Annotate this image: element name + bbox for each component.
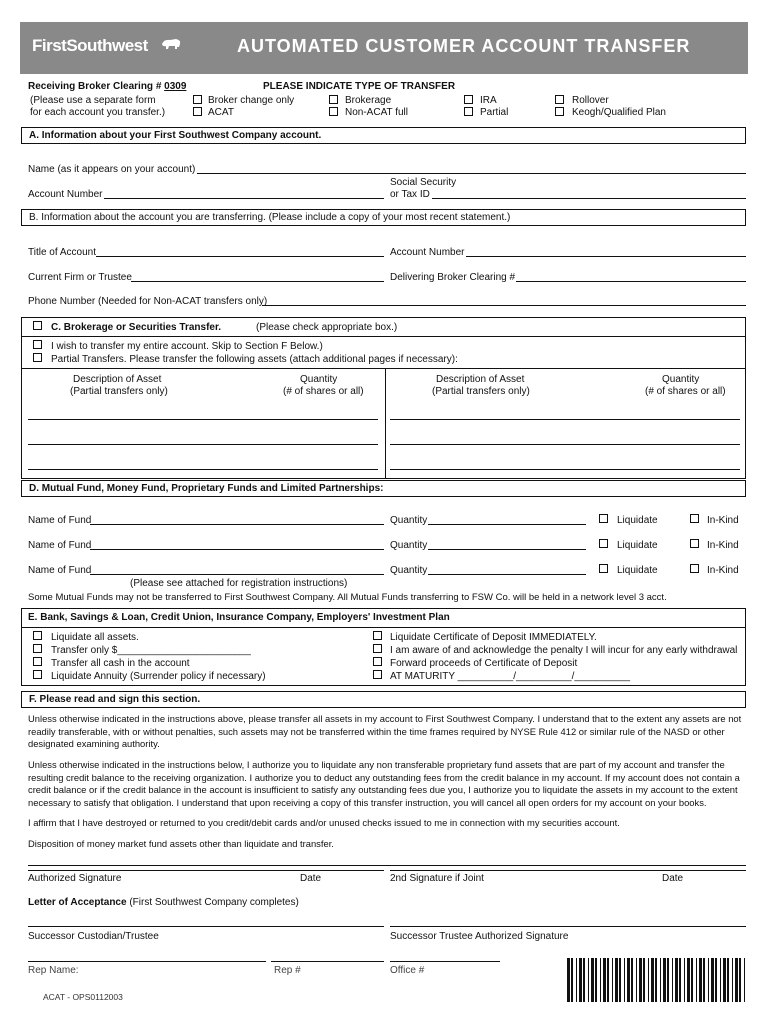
broker-change-checkbox[interactable] [193,95,202,104]
in-kind-checkbox-1[interactable] [690,514,699,523]
barcode-bar [612,958,613,1002]
liquidate-label-1: Liquidate [617,515,658,526]
fund-name-field-2[interactable] [90,549,384,550]
barcode-bar [571,958,573,1002]
liquidate-annuity-checkbox[interactable] [33,670,42,679]
in-kind-label-1: In-Kind [707,515,739,526]
barcode-bar [639,958,642,1002]
desc-asset-sub-right: (Partial transfers only) [432,386,530,397]
authorized-signature-field[interactable] [28,870,384,871]
barcode-bar [619,958,621,1002]
b-account-number-label: Account Number [390,247,465,258]
rep-number-label: Rep # [274,965,301,976]
liquidate-checkbox-3[interactable] [599,564,608,573]
phone-field[interactable] [262,305,746,306]
barcode-bar [663,958,666,1002]
liquidate-label-3: Liquidate [617,565,658,576]
rep-number-field[interactable] [271,961,384,962]
barcode-bar [607,958,609,1002]
name-label: Name (as it appears on your account) [28,164,196,175]
partial-transfer-checkbox[interactable] [33,353,42,362]
in-kind-label-2: In-Kind [707,540,739,551]
transfer-only-label: Transfer only $________________________ [51,645,251,656]
fund-name-label-1: Name of Fund [28,515,92,526]
receiving-broker-label: Receiving Broker Clearing # 0309 [28,81,187,92]
barcode-bar [667,958,669,1002]
transfer-cash-label: Transfer all cash in the account [51,658,190,669]
successor-custodian-field[interactable] [28,926,384,927]
fund-qty-field-1[interactable] [428,524,586,525]
office-number-field[interactable] [390,961,500,962]
barcode-bar [636,958,637,1002]
fund-name-label-2: Name of Fund [28,540,92,551]
fund-qty-label-1: Quantity [390,515,428,526]
liquidate-label-2: Liquidate [617,540,658,551]
penalty-ack-label: I am aware of and acknowledge the penalty I will incur for any early withdrawal [390,645,738,656]
authorized-signature-label: Authorized Signature [28,873,122,884]
fund-qty-label-3: Quantity [390,565,428,576]
barcode-bar [732,958,733,1002]
barcode-bar [715,958,717,1002]
current-firm-field[interactable] [131,281,384,282]
barcode-bar [627,958,630,1002]
barcode-bar [675,958,678,1002]
barcode-bar [735,958,738,1002]
transfer-cash-checkbox[interactable] [33,657,42,666]
partial-checkbox[interactable] [464,107,473,116]
barcode-bar [727,958,729,1002]
current-firm-label: Current Firm or Trustee [28,272,132,283]
registration-note: (Please see attached for registration instructions) [130,578,348,589]
fund-qty-field-2[interactable] [428,549,586,550]
barcode-bar [703,958,705,1002]
liquidate-annuity-label: Liquidate Annuity (Surrender policy if necessary) [51,671,266,682]
qty-sub-right: (# of shares or all) [645,386,726,397]
section-a-header: A. Information about your First Southwest Company account. [21,127,746,144]
title-of-account-label: Title of Account [28,247,96,258]
section-d-header: D. Mutual Fund, Money Fund, Proprietary Funds and Limited Partnerships: [21,480,746,497]
disposition-field[interactable] [28,865,746,866]
section-f-header: F. Please read and sign this section. [21,691,746,708]
barcode-bar [643,958,645,1002]
receiving-broker-number: 0309 [164,81,187,92]
section-b-header: B. Information about the account you are transferring. (Please include a copy of your most recent statement.) [21,209,746,226]
liquidate-checkbox-2[interactable] [599,539,608,548]
acat-label: ACAT [208,107,234,118]
b-account-number-field[interactable] [466,256,746,257]
liquidate-cd-checkbox[interactable] [373,631,382,640]
barcode-bar [567,958,570,1002]
in-kind-checkbox-2[interactable] [690,539,699,548]
barcode-bar [588,958,589,1002]
qty-sub-left: (# of shares or all) [283,386,364,397]
section-e-heading: E. Bank, Savings & Loan, Credit Union, Insurance Company, Employers' Investment Plan [28,612,450,623]
rep-name-field[interactable] [28,961,266,962]
barcode-bar [648,958,649,1002]
asset-row-3-right[interactable] [390,469,740,470]
non-acat-label: Non-ACAT full [345,107,408,118]
form-code: ACAT - OPS0112003 [43,992,123,1002]
in-kind-label-3: In-Kind [707,565,739,576]
forward-proceeds-label: Forward proceeds of Certificate of Deposit [390,658,578,669]
rollover-checkbox[interactable] [555,95,564,104]
company-logo: FirstSouthwest [32,36,148,55]
liquidate-all-label: Liquidate all assets. [51,632,139,643]
ssn-field[interactable] [432,198,746,199]
section-e-divider [21,627,746,628]
header-banner [20,22,748,74]
partial-transfer-label: Partial Transfers. Please transfer the following assets (attach additional pages if necessary): [51,354,458,365]
barcode-bar [708,958,709,1002]
successor-signature-label: Successor Trustee Authorized Signature [390,931,569,942]
phone-label: Phone Number (Needed for Non-ACAT transfers only) [28,296,268,307]
date-label-2: Date [662,873,684,884]
section-c-column-divider [385,368,386,479]
desc-asset-header-right: Description of Asset [436,374,525,385]
barcode-bar [615,958,618,1002]
barcode-bar [720,958,721,1002]
rollover-label: Rollover [572,95,609,106]
section-c-divider-2 [21,368,746,369]
keogh-label: Keogh/Qualified Plan [572,107,666,118]
delivering-broker-label: Delivering Broker Clearing # [390,272,516,283]
section-c-checkbox[interactable] [33,321,42,330]
in-kind-checkbox-3[interactable] [690,564,699,573]
barcode-bar [739,958,741,1002]
barcode-bar [744,958,745,1002]
network-note: Some Mutual Funds may not be transferred to First Southwest Company. All Mutual Funds transferring to FSW Co. will be held in a network level 3 acct. [28,592,667,603]
fund-name-label-3: Name of Fund [28,565,92,576]
barcode-bar [711,958,714,1002]
delivering-broker-field[interactable] [516,281,746,282]
rep-name-label: Rep Name: [28,965,79,976]
successor-custodian-label: Successor Custodian/Trustee [28,931,159,942]
authorization-paragraph-2: Unless otherwise indicated in the instructions below, I authorize you to liquidate any non transferable proprietary fund assets that are part of my account and transfer the resulting credit balance to the receiving organization. I authorize you to deduct any outstanding fees from the credit balance in my account. If my account does not contain a credit balance or if the credit balance in the account is insufficient to satisfy any outstanding fees due you, I authorize you to liquidate the assets in my account to the extent necessary to satisfy that obligation. I understand that upon receiving a copy of this transfer instruction, you will cancel all open orders for my account on your books. [28,759,740,808]
barcode-bar [687,958,690,1002]
non-acat-checkbox[interactable] [329,107,338,116]
barcode-bar [723,958,726,1002]
date-label: Date [300,873,322,884]
asset-row-2-left[interactable] [28,444,378,445]
partial-label: Partial [480,107,509,118]
fund-name-field-1[interactable] [90,524,384,525]
brokerage-label: Brokerage [345,95,392,106]
qty-header-right: Quantity [662,374,700,385]
transfer-type-heading: PLEASE INDICATE TYPE OF TRANSFER [263,81,456,92]
brokerage-checkbox[interactable] [329,95,338,104]
barcode-bar [603,958,606,1002]
account-number-field[interactable] [104,198,384,199]
asset-row-2-right[interactable] [390,444,740,445]
section-c-divider [21,336,746,337]
barcode-bar [696,958,697,1002]
broker-change-label: Broker change only [208,95,295,106]
fund-qty-field-3[interactable] [428,574,586,575]
name-field[interactable] [197,173,746,174]
section-c-note: (Please check appropriate box.) [256,322,398,333]
acat-checkbox[interactable] [193,107,202,116]
asset-row-1-right[interactable] [390,419,740,420]
barcode-bar [684,958,685,1002]
title-of-account-field[interactable] [96,256,384,257]
office-number-label: Office # [390,965,425,976]
entire-account-checkbox[interactable] [33,340,42,349]
barcode-bar [655,958,657,1002]
liquidate-cd-label: Liquidate Certificate of Deposit IMMEDIATELY. [390,632,597,643]
second-signature-label: 2nd Signature if Joint [390,873,484,884]
at-maturity-checkbox[interactable] [373,670,382,679]
asset-row-1-left[interactable] [28,419,378,420]
fund-qty-label-2: Quantity [390,540,428,551]
penalty-ack-checkbox[interactable] [373,644,382,653]
at-maturity-label: AT MATURITY __________/__________/__________ [390,671,630,682]
barcode-bar [579,958,582,1002]
barcode-bar [583,958,585,1002]
ira-label: IRA [480,95,497,106]
forward-proceeds-checkbox[interactable] [373,657,382,666]
keogh-checkbox[interactable] [555,107,564,116]
separate-form-note-1: (Please use a separate form [30,95,156,106]
letter-of-acceptance: Letter of Acceptance (First Southwest Company completes) [28,897,299,908]
ira-checkbox[interactable] [464,95,473,104]
barcode-bar [651,958,654,1002]
qty-header-left: Quantity [300,374,338,385]
barcode-bar [576,958,577,1002]
entire-account-label: I wish to transfer my entire account. Skip to Section F Below.) [51,341,323,352]
barcode-bar [679,958,681,1002]
barcode [567,958,747,1002]
desc-asset-sub-left: (Partial transfers only) [70,386,168,397]
disposition-label: Disposition of money market fund assets other than liquidate and transfer. [28,838,334,849]
section-c-heading: C. Brokerage or Securities Transfer. [51,322,222,333]
barcode-bar [595,958,597,1002]
second-signature-field[interactable] [390,870,746,871]
liquidate-all-checkbox[interactable] [33,631,42,640]
barcode-bar [691,958,693,1002]
authorization-paragraph-1: Unless otherwise indicated in the instructions above, please transfer all assets in my account to First Southwest Company. I understand that to the extent any assets are not readily transferable, with or without penalties, such assets may not be transferred within the time frames required by NYSE Rule 412 or similar rule of the NASD or other designated examining authority. [28,713,742,750]
barcode-bar [600,958,601,1002]
separate-form-note-2: for each account you transfer.) [30,107,166,118]
form-title: AUTOMATED CUSTOMER ACCOUNT TRANSFER [237,36,691,56]
fund-name-field-3[interactable] [90,574,384,575]
ssn-label-1: Social Security [390,177,457,188]
barcode-bar [660,958,661,1002]
barcode-bar [672,958,673,1002]
barcode-bar [591,958,594,1002]
barcode-bar [631,958,633,1002]
liquidate-checkbox-1[interactable] [599,514,608,523]
asset-row-3-left[interactable] [28,469,378,470]
barcode-bar [699,958,702,1002]
buffalo-logo-icon [160,37,182,51]
affirmation-paragraph: I affirm that I have destroyed or returned to you credit/debit cards and/or unused checks issued to me in connection with my securities account. [28,817,620,828]
ssn-label-2: or Tax ID [390,189,430,200]
successor-signature-field[interactable] [390,926,746,927]
barcode-bar [624,958,625,1002]
desc-asset-header-left: Description of Asset [73,374,162,385]
account-number-label: Account Number [28,189,103,200]
transfer-only-checkbox[interactable] [33,644,42,653]
